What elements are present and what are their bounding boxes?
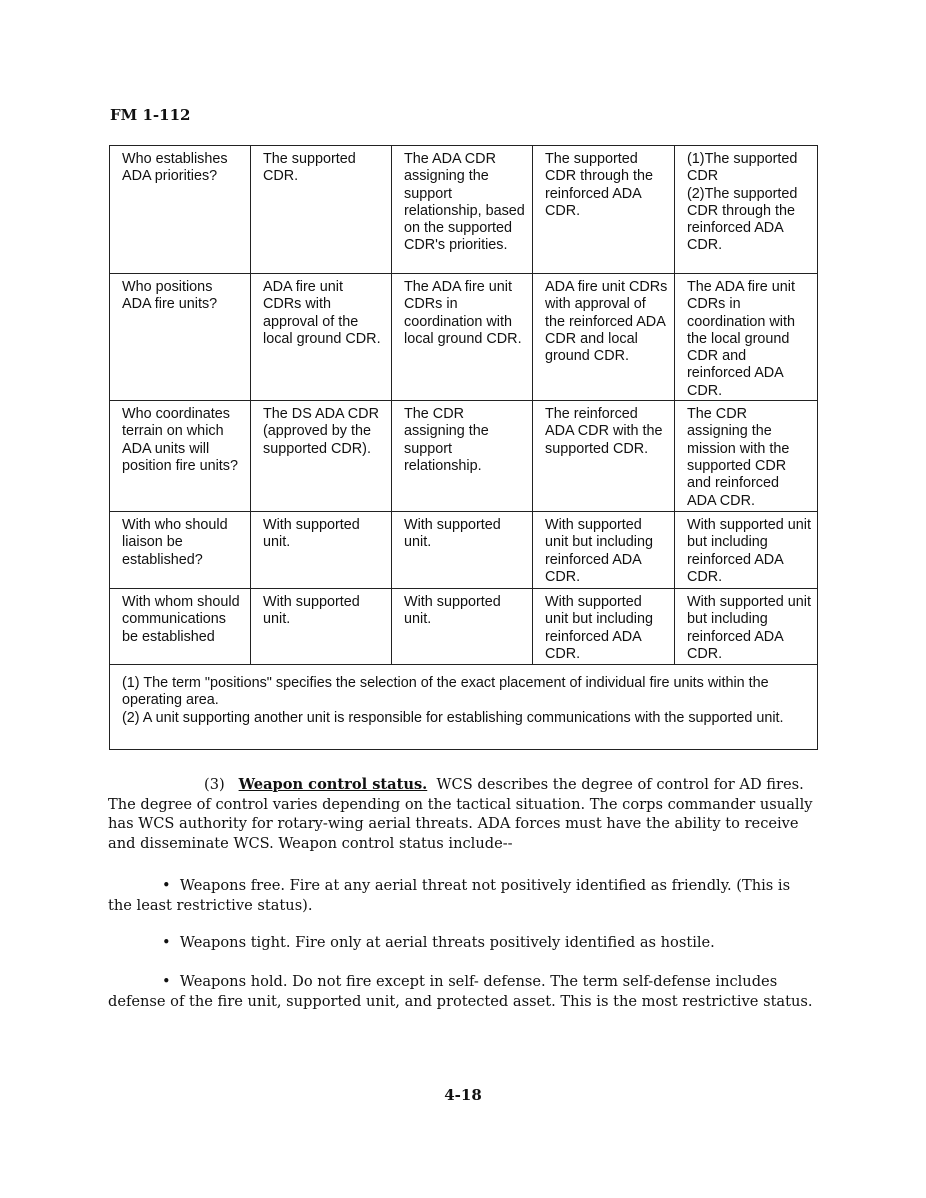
- table-cell: With supported unit but including reinforced ADA CDR.: [675, 589, 818, 665]
- bullet-weapons-free: [108, 876, 818, 915]
- ada-responsibility-table: [109, 145, 818, 750]
- table-cell: The DS ADA CDR (approved by the supported CDR).: [251, 401, 392, 512]
- table-cell: ADA fire unit CDRs with approval of the local ground CDR.: [251, 274, 392, 401]
- bullet-text: Weapons free. Fire at any aerial threat not positively identified as friendly. (This is the least restrictive status).: [108, 877, 791, 914]
- document-id: FM 1-112: [110, 106, 191, 124]
- table-cell: The supported CDR.: [251, 146, 392, 274]
- bullet-text: Weapons tight. Fire only at aerial threats positively identified as hostile.: [179, 934, 715, 951]
- table-cell: With supported unit.: [392, 589, 533, 665]
- table-row: [110, 589, 818, 665]
- table-row: [110, 146, 818, 274]
- bullet-icon: •: [162, 973, 171, 990]
- table-cell: With supported unit.: [251, 512, 392, 589]
- table-cell: The ADA fire unit CDRs in coordination with local ground CDR.: [392, 274, 533, 401]
- table-cell: ADA fire unit CDRs with approval of the reinforced ADA CDR and local ground CDR.: [533, 274, 675, 401]
- table-row: [110, 512, 818, 589]
- weapon-control-status-paragraph: [108, 775, 818, 853]
- bullet-icon: •: [162, 877, 171, 894]
- cell-line: (1)The supported CDR: [687, 151, 798, 185]
- table-note: (1) The term "positions" specifies the selection of the exact placement of individual fire units within the operating area.: [122, 675, 769, 709]
- bullet-text: Weapons hold. Do not fire except in self- defense. The term self-defense includes defense of the fire unit, supported unit, and protected asset. This is the most restrictive status.: [108, 973, 813, 1010]
- page-number: 4-18: [444, 1086, 482, 1104]
- table-cell: With supported unit but including reinforced ADA CDR.: [675, 512, 818, 589]
- table-cell: With supported unit but including reinforced ADA CDR.: [533, 589, 675, 665]
- question-cell: Who coordinates terrain on which ADA units will position fire units?: [110, 401, 251, 512]
- section-text: WCS describes the degree of control for AD fires. The degree of control varies depending on the tactical situation. The corps commander usually has WCS authority for rotary-wing aerial threats. ADA forces must have the ability to receive and disseminate WCS. Weapon control status include--: [108, 776, 813, 852]
- question-cell: Who positions ADA fire units?: [110, 274, 251, 401]
- table-cell: [675, 146, 818, 274]
- section-heading: Weapon control status.: [238, 776, 428, 793]
- cell-line: (2)The supported CDR through the reinforced ADA CDR.: [687, 185, 798, 254]
- bullet-weapons-hold: [108, 972, 818, 1011]
- section-number: (3): [204, 776, 225, 793]
- table-row: [110, 401, 818, 512]
- table-notes-row: [110, 665, 818, 750]
- question-cell: With who should liaison be established?: [110, 512, 251, 589]
- table-cell: The supported CDR through the reinforced ADA CDR.: [533, 146, 675, 274]
- table-cell: The reinforced ADA CDR with the supported CDR.: [533, 401, 675, 512]
- table-note: (2) A unit supporting another unit is responsible for establishing communications with the supported unit.: [122, 709, 784, 726]
- table-cell: With supported unit.: [392, 512, 533, 589]
- bullet-weapons-tight: [108, 933, 818, 953]
- bullet-icon: •: [162, 934, 171, 951]
- question-cell: Who establishes ADA priorities?: [110, 146, 251, 274]
- question-cell: With whom should communications be established: [110, 589, 251, 665]
- table-cell: The CDR assigning the mission with the supported CDR and reinforced ADA CDR.: [675, 401, 818, 512]
- table-row: [110, 274, 818, 401]
- table-cell: The CDR assigning the support relationship.: [392, 401, 533, 512]
- table-cell: With supported unit but including reinforced ADA CDR.: [533, 512, 675, 589]
- table-cell: The ADA CDR assigning the support relationship, based on the supported CDR's priorities.: [392, 146, 533, 274]
- table-cell: The ADA fire unit CDRs in coordination with the local ground CDR and reinforced ADA CDR.: [675, 274, 818, 401]
- table-cell: With supported unit.: [251, 589, 392, 665]
- table-notes: [110, 665, 818, 750]
